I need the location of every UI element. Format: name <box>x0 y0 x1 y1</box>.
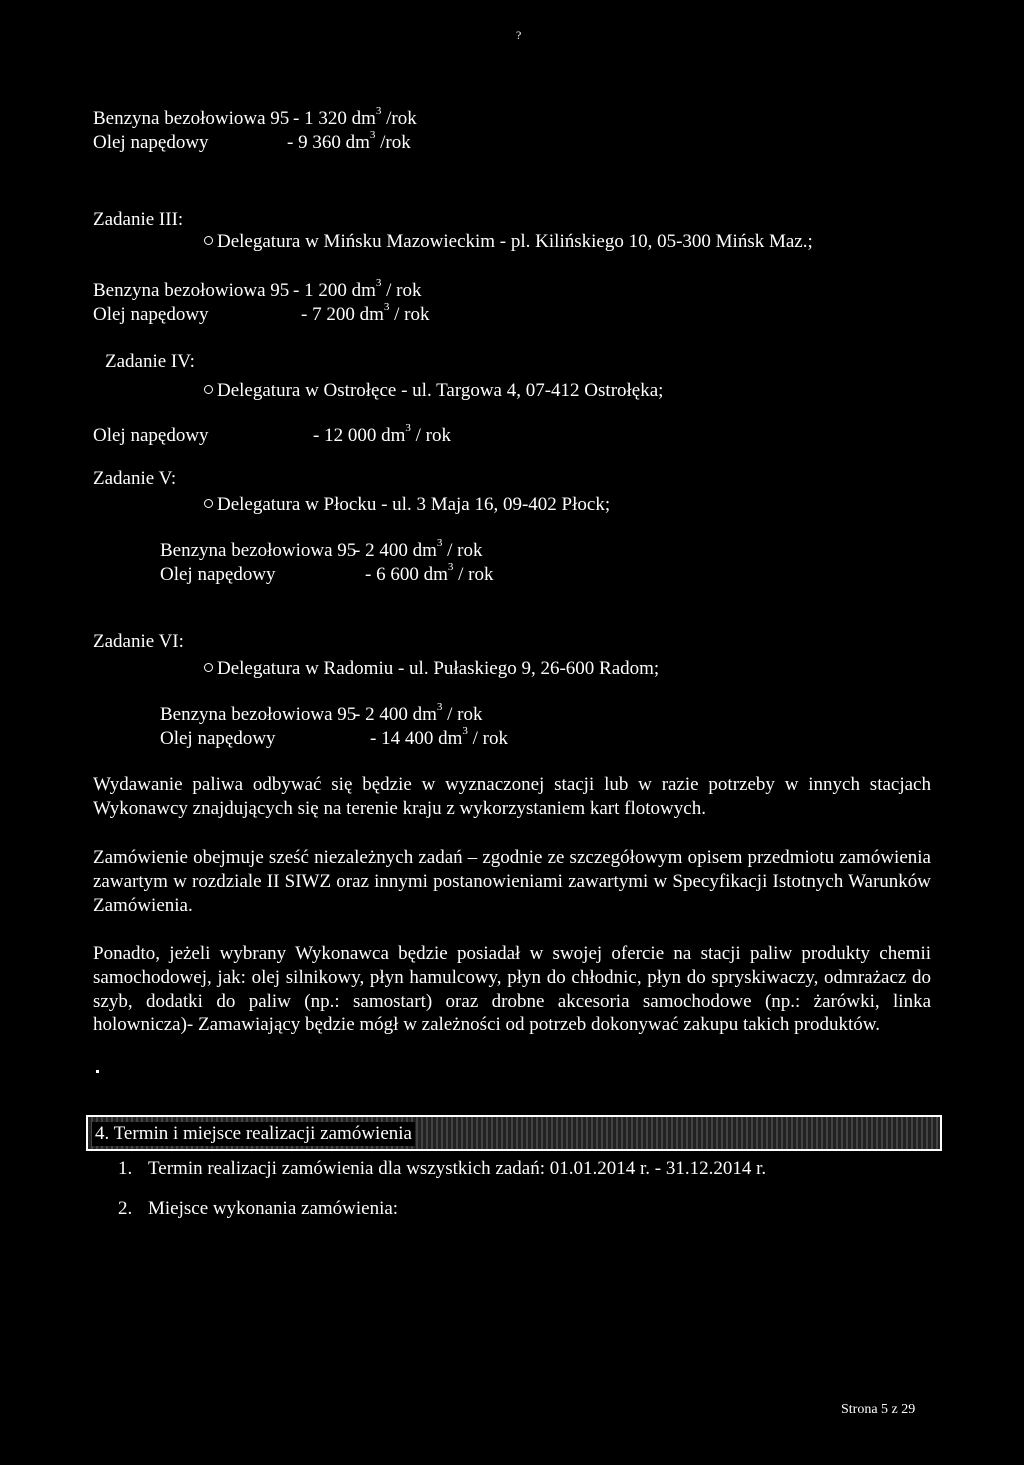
task-location: Delegatura w Radomiu - ul. Pułaskiego 9, 26-600 Radom; <box>204 657 659 681</box>
fuel-label: Benzyna bezołowiowa 95 <box>160 704 357 725</box>
ring-bullet-icon <box>204 499 213 508</box>
task-location: Delegatura w Ostrołęce - ul. Targowa 4, 07-412 Ostrołęka; <box>204 379 663 403</box>
fuel-label: Benzyna bezołowiowa 95 <box>93 108 290 129</box>
fuel-value: - 9 360 $dm^3$ /rok <box>287 129 411 153</box>
fuel-line <box>160 537 483 563</box>
fuel-value: - 1 200 $dm^3$ / rok <box>293 277 422 301</box>
fuel-label: Olej napędowy <box>93 304 209 325</box>
fuel-line <box>93 301 430 327</box>
fuel-line <box>160 701 483 727</box>
fuel-label: Benzyna bezołowiowa 95 <box>93 280 290 301</box>
list-item-text: Miejsce wykonania zamówienia: <box>148 1198 399 1219</box>
page-number: Strona 5 z 29 <box>841 1402 916 1417</box>
fuel-value: - 2 400 $dm^3$ / rok <box>354 701 483 725</box>
task-location: Delegatura w Płocku - ul. 3 Maja 16, 09-402 Płock; <box>204 493 610 517</box>
ring-bullet-icon <box>204 385 213 394</box>
fuel-value: - 7 200 $dm^3$ / rok <box>301 301 430 325</box>
stray-dot <box>96 1070 99 1073</box>
fuel-value: - 12 000 $dm^3$ / rok <box>313 422 451 446</box>
paragraph-order-scope: Zamówienie obejmuje sześć niezależnych zadań – zgodnie ze szczegółowym opisem przedmiotu zamówienia zawartym w rozdziale II SIWZ oraz innymi postanowieniami zawartymi w Specyfikacji Istotnych Warunków Zamówienia. <box>93 847 931 916</box>
fuel-line <box>160 725 508 751</box>
list-item-number: 1. <box>118 1158 133 1179</box>
top-mark: ? <box>516 28 522 42</box>
fuel-line <box>93 422 451 448</box>
fuel-value: - 2 400 $dm^3$ / rok <box>354 537 483 561</box>
task-heading: Zadanie VI: <box>93 631 184 652</box>
fuel-label: Olej napędowy <box>93 425 209 446</box>
fuel-line <box>93 105 417 131</box>
ring-bullet-icon <box>204 236 213 245</box>
list-item <box>118 1197 399 1221</box>
list-item-text: Termin realizacji zamówienia dla wszystkich zadań: 01.01.2014 r. - 31.12.2014 r. <box>148 1158 767 1179</box>
paragraph-fuel-dispensing: Wydawanie paliwa odbywać się będzie w wyznaczonej stacji lub w razie potrzeby w innych stacjach Wykonawcy znajdujących się na terenie kraju z wykorzystaniem kart flotowych. <box>93 774 931 819</box>
task-heading: Zadanie IV: <box>105 351 195 372</box>
fuel-label: Olej napędowy <box>160 728 276 749</box>
fuel-line <box>93 129 411 155</box>
task-location: Delegatura w Mińsku Mazowieckim - pl. Kilińskiego 10, 05-300 Mińsk Maz.; <box>204 230 813 254</box>
list-item <box>118 1157 767 1181</box>
list-item-number: 2. <box>118 1198 133 1219</box>
paragraph-additional-products: Ponadto, jeżeli wybrany Wykonawca będzie posiadał w swojej ofercie na stacji paliw produkty chemii samochodowej, jak: olej silnikowy, płyn hamulcowy, płyn do chłodnic, płyn do spryskiwaczy, odmrażacz do szyb, dodatki do paliw (np.: samostart) oraz drobne akcesoria samochodowe (np.: żarówki, linka holownicza)- Zamawiający będzie mógł w zależności od potrzeb dokonywać zakupu takich produktów. <box>93 943 931 1036</box>
fuel-label: Olej napędowy <box>93 132 209 153</box>
fuel-value: - 6 600 $dm^3$ / rok <box>365 561 494 585</box>
task-heading: Zadanie III: <box>93 209 184 230</box>
fuel-value: - 14 400 $dm^3$ / rok <box>370 725 508 749</box>
fuel-line <box>93 277 422 303</box>
fuel-value: - 1 320 $dm^3$ /rok <box>293 105 417 129</box>
fuel-label: Benzyna bezołowiowa 95 <box>160 540 357 561</box>
task-heading: Zadanie V: <box>93 468 177 489</box>
fuel-label: Olej napędowy <box>160 564 276 585</box>
ring-bullet-icon <box>204 663 213 672</box>
section-heading-bar <box>86 1115 942 1151</box>
section-heading: 4. Termin i miejsce realizacji zamówienia <box>92 1122 415 1146</box>
fuel-line <box>160 561 494 587</box>
